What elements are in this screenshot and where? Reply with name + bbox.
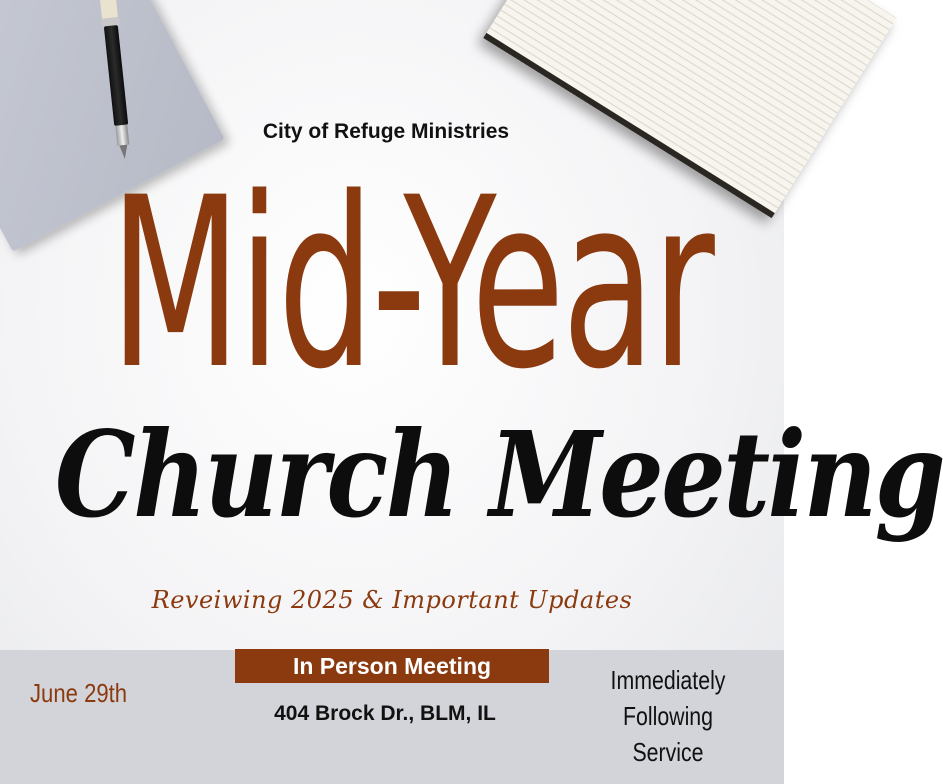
headline: Mid-Year — [109, 148, 712, 421]
script-title: Church Meeting — [54, 405, 943, 544]
event-date: June 29th — [30, 678, 128, 708]
event-address: 404 Brock Dr., BLM, IL — [274, 702, 496, 725]
event-timing — [586, 662, 750, 770]
timing-line-2: Following Service — [622, 701, 714, 767]
subtitle: Reveiwing 2025 & Important Updates — [151, 586, 633, 614]
meeting-type-badge: In Person Meeting — [235, 649, 549, 683]
timing-line-1: Immediately — [610, 665, 726, 695]
organization-name: City of Refuge Ministries — [262, 120, 510, 143]
